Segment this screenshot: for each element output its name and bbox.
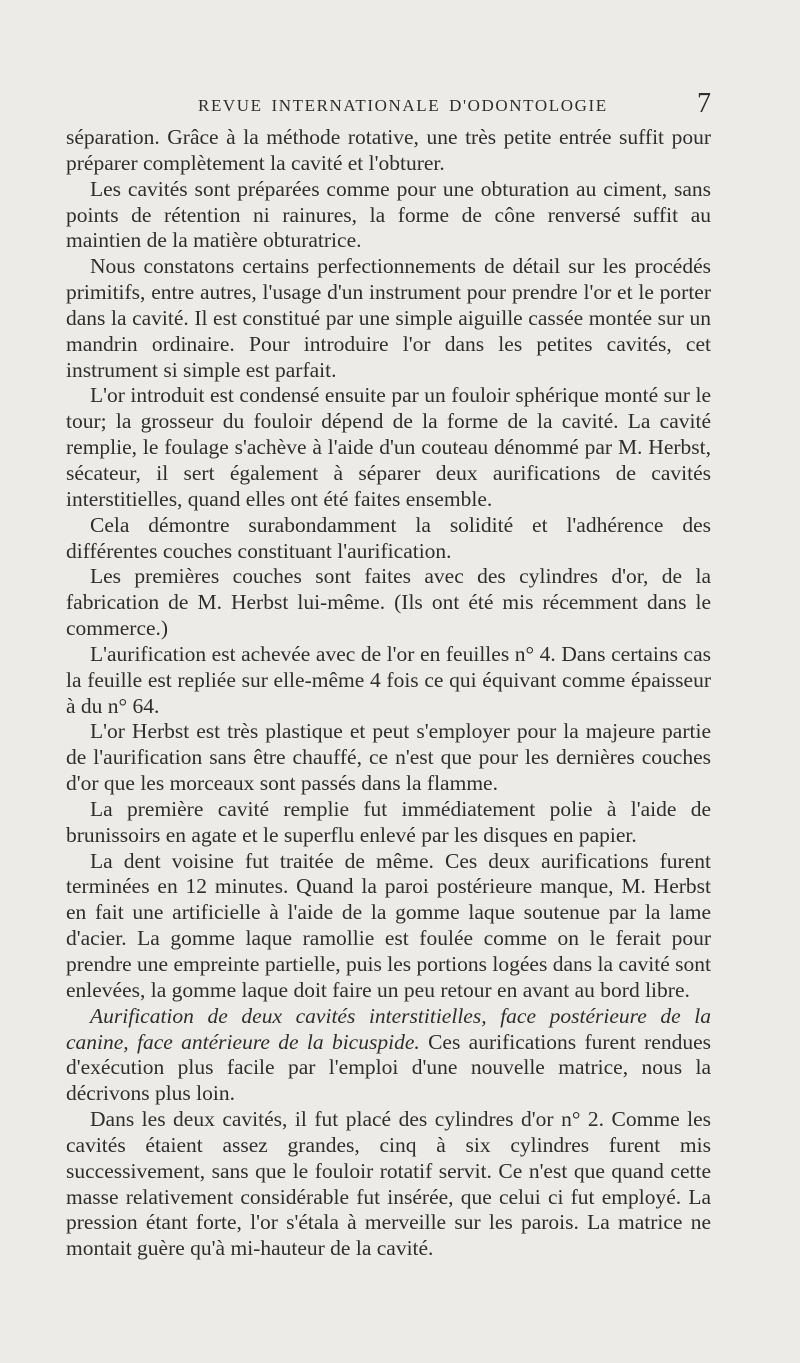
paragraph: L'or introduit est condensé ensuite par un fouloir sphérique monté sur le tour; la grosseur du fouloir dépend de la forme de la cavité. La cavité remplie, le foulage s'achève à l'aide d'un couteau dénommé par M. Herbst, sécateur, il sert également à séparer deux aurifications de cavités interstitielles, quand elles ont été faites ensemble. (66, 383, 711, 511)
paragraph: L'or Herbst est très plastique et peut s'employer pour la majeure partie de l'aurification sans être chauffé, ce n'est que pour les dernières couches d'or que les morceaux sont passés dans la flamme. (66, 719, 711, 796)
paragraph: Dans les deux cavités, il fut placé des cylindres d'or n° 2. Comme les cavités étaient assez grandes, cinq à six cylindres furent mis successivement, sans que le fouloir rotatif servit. Ce n'est que quand cette masse relativement considérable fut insérée, que celui ci fut employé. La pression étant forte, l'or s'étala à merveille sur les parois. La matrice ne montait guère qu'à mi-hauteur de la cavité. (66, 1107, 711, 1261)
page-number: 7 (697, 88, 711, 119)
paragraph: Nous constatons certains perfectionnements de détail sur les procédés primitifs, entre autres, l'usage d'un instrument pour prendre l'or et le porter dans la cavité. Il est constitué par une simple aiguille cassée montée sur un mandrin ordinaire. Pour introduire l'or dans les petites cavités, cet instrument si simple est parfait. (66, 254, 711, 382)
paragraph: Les premières couches sont faites avec des cylindres d'or, de la fabrication de M. Herbst lui-même. (Ils ont été mis récemment dans le commerce.) (66, 564, 711, 641)
running-head: REVUE INTERNATIONALE D'ODONTOLOGIE (198, 96, 608, 115)
italic-heading: Aurification de deux cavités interstitielles, face postérieure de la canine, face antérieure de la bicuspide. (66, 1003, 711, 1054)
paragraph-continuation: Ces aurifications furent rendues d'exécution plus facile par l'emploi d'une nouvelle matrice, nous la décrivons plus loin. (66, 1029, 712, 1106)
paragraph: Les cavités sont préparées comme pour une obturation au ciment, sans points de rétention ni rainures, la forme de cône renversé suffit au maintien de la matière obturatrice. (66, 176, 711, 253)
body-text (66, 125, 711, 1262)
italic-heading-paragraph (66, 1004, 711, 1107)
paragraph: La dent voisine fut traitée de même. Ces deux aurifications furent terminées en 12 minutes. Quand la paroi postérieure manque, M. Herbst en fait une artificielle à l'aide de la gomme laque soutenue par la lame d'acier. La gomme laque ramollie est foulée comme on le ferait pour prendre une empreinte partielle, puis les portions logées dans la cavité sont enlevées, la gomme laque doit faire un peu retour en avant au bord libre. (66, 848, 711, 1002)
page-header (66, 90, 711, 120)
paragraph: L'aurification est achevée avec de l'or en feuilles n° 4. Dans certains cas la feuille est repliée sur elle-même 4 fois ce qui équivant comme épaisseur à du n° 64. (66, 641, 711, 718)
paragraph: La première cavité remplie fut immédiatement polie à l'aide de brunissoirs en agate et le superflu enlevé par les disques en papier. (66, 796, 711, 847)
paragraph: séparation. Grâce à la méthode rotative, une très petite entrée suffit pour préparer complètement la cavité et l'obturer. (66, 125, 711, 175)
paragraph: Cela démontre surabondamment la solidité et l'adhérence des différentes couches constituant l'aurification. (66, 512, 711, 563)
